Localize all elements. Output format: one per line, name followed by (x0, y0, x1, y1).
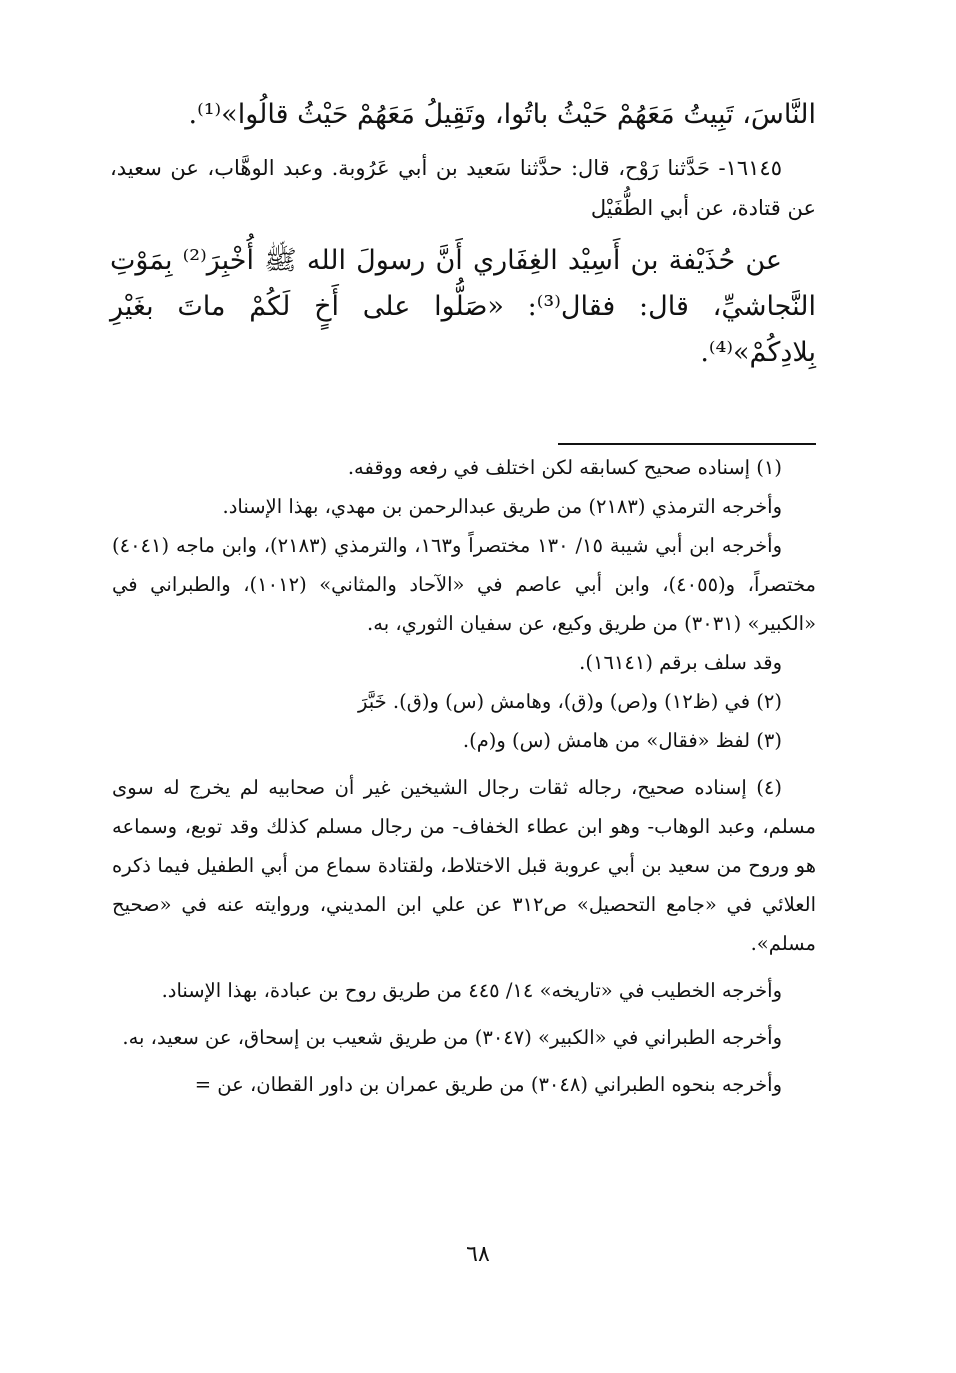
footnote-1-line-a: (١) إسناده صحيح كسابقه لكن اختلف في رفعه ووقفه. (347, 456, 782, 479)
footnote-3: (٣) لفظ «فقال» من هامش (س) و(م). (462, 729, 782, 752)
footnote-divider (558, 443, 816, 445)
main-text (110, 92, 816, 376)
footnote-4-line-c: وأخرجه الطبراني في «الكبير» (٣٠٤٧) من طريق شعيب بن إسحاق، عن سعيد، به. (122, 1026, 782, 1049)
footnote-2: (٢) في (ظ١٢) و(ص) و(ق)، وهامش (س) و(ق). خَبَّرَ (358, 690, 782, 713)
footnote-4-line-d: وأخرجه بنحوه الطبراني (٣٠٤٨) من طريق عمران بن داور القطان، عن = (194, 1073, 782, 1096)
footnote-1-line-d: وقد سلف برقم (١٦١٤١). (579, 651, 782, 674)
footnotes (112, 448, 816, 1104)
hadith-continuation: النَّاسَ، تَبِيتُ مَعَهُمْ حَيْثُ باتُوا، وتَقِيلُ مَعَهُمْ حَيْثُ قالُوا»⁽¹⁾. (188, 99, 816, 130)
footnote-1-line-c: وأخرجه ابن أبي شيبة ١٥/ ١٣٠ مختصراً و١٦٣، والترمذي (٢١٨٣)، وابن ماجه (٤٠٤١) مختصراً، و(٤٠٥٥)، وابن أبي عاصم في «الآحاد والمثاني» (١٠١٢)، والطبراني في «الكبير» (٣٠٣١) من طريق وكيع، عن سفيان الثوري، به. (112, 534, 816, 635)
hadith-matn: عن حُذَيْفة بن أَسِيْد الغِفَاري أَنَّ رسولَ الله ﷺ أُخْبِرَ⁽²⁾ بِمَوْتِ النَّجاشيِّ، قال: فقال⁽³⁾: «صَلُّوا على أَخٍ لَكُمْ ماتَ بغَيْرِ بِلادِكُمْ»⁽⁴⁾. (110, 245, 816, 368)
hadith-isnad: ١٦١٤٥- حَدَّثنا رَوْح، قال: حدَّثنا سَعيد بن أبي عَرُوبة. وعبد الوهَّاب، عن سعيد، عن قتادة، عن أبي الطُّفَيْل (110, 156, 816, 220)
page-number: ٦٨ (466, 1242, 490, 1267)
footnote-4-line-a: (٤) إسناده صحيح، رجاله ثقات رجال الشيخين غير أن صحابيه لم يخرج له سوى مسلم، وعبد الوهاب- وهو ابن عطاء الخفاف- من رجال مسلم كذلك وقد توبع، وسماعه هو وروح من سعيد بن أبي عروبة قبل الاختلاط، ولقتادة سماع من أبي الطفيل فيما ذكره العلائي في «جامع التحصيل» ص٣١٢ عن علي ابن المديني، وروايته عنه في «صحيح مسلم». (112, 776, 817, 955)
footnote-1-line-b: وأخرجه الترمذي (٢١٨٣) من طريق عبدالرحمن بن مهدي، بهذا الإسناد. (222, 495, 782, 518)
footnote-4-line-b: وأخرجه الخطيب في «تاريخه» ١٤/ ٤٤٥ من طريق روح بن عبادة، بهذا الإسناد. (161, 979, 782, 1002)
